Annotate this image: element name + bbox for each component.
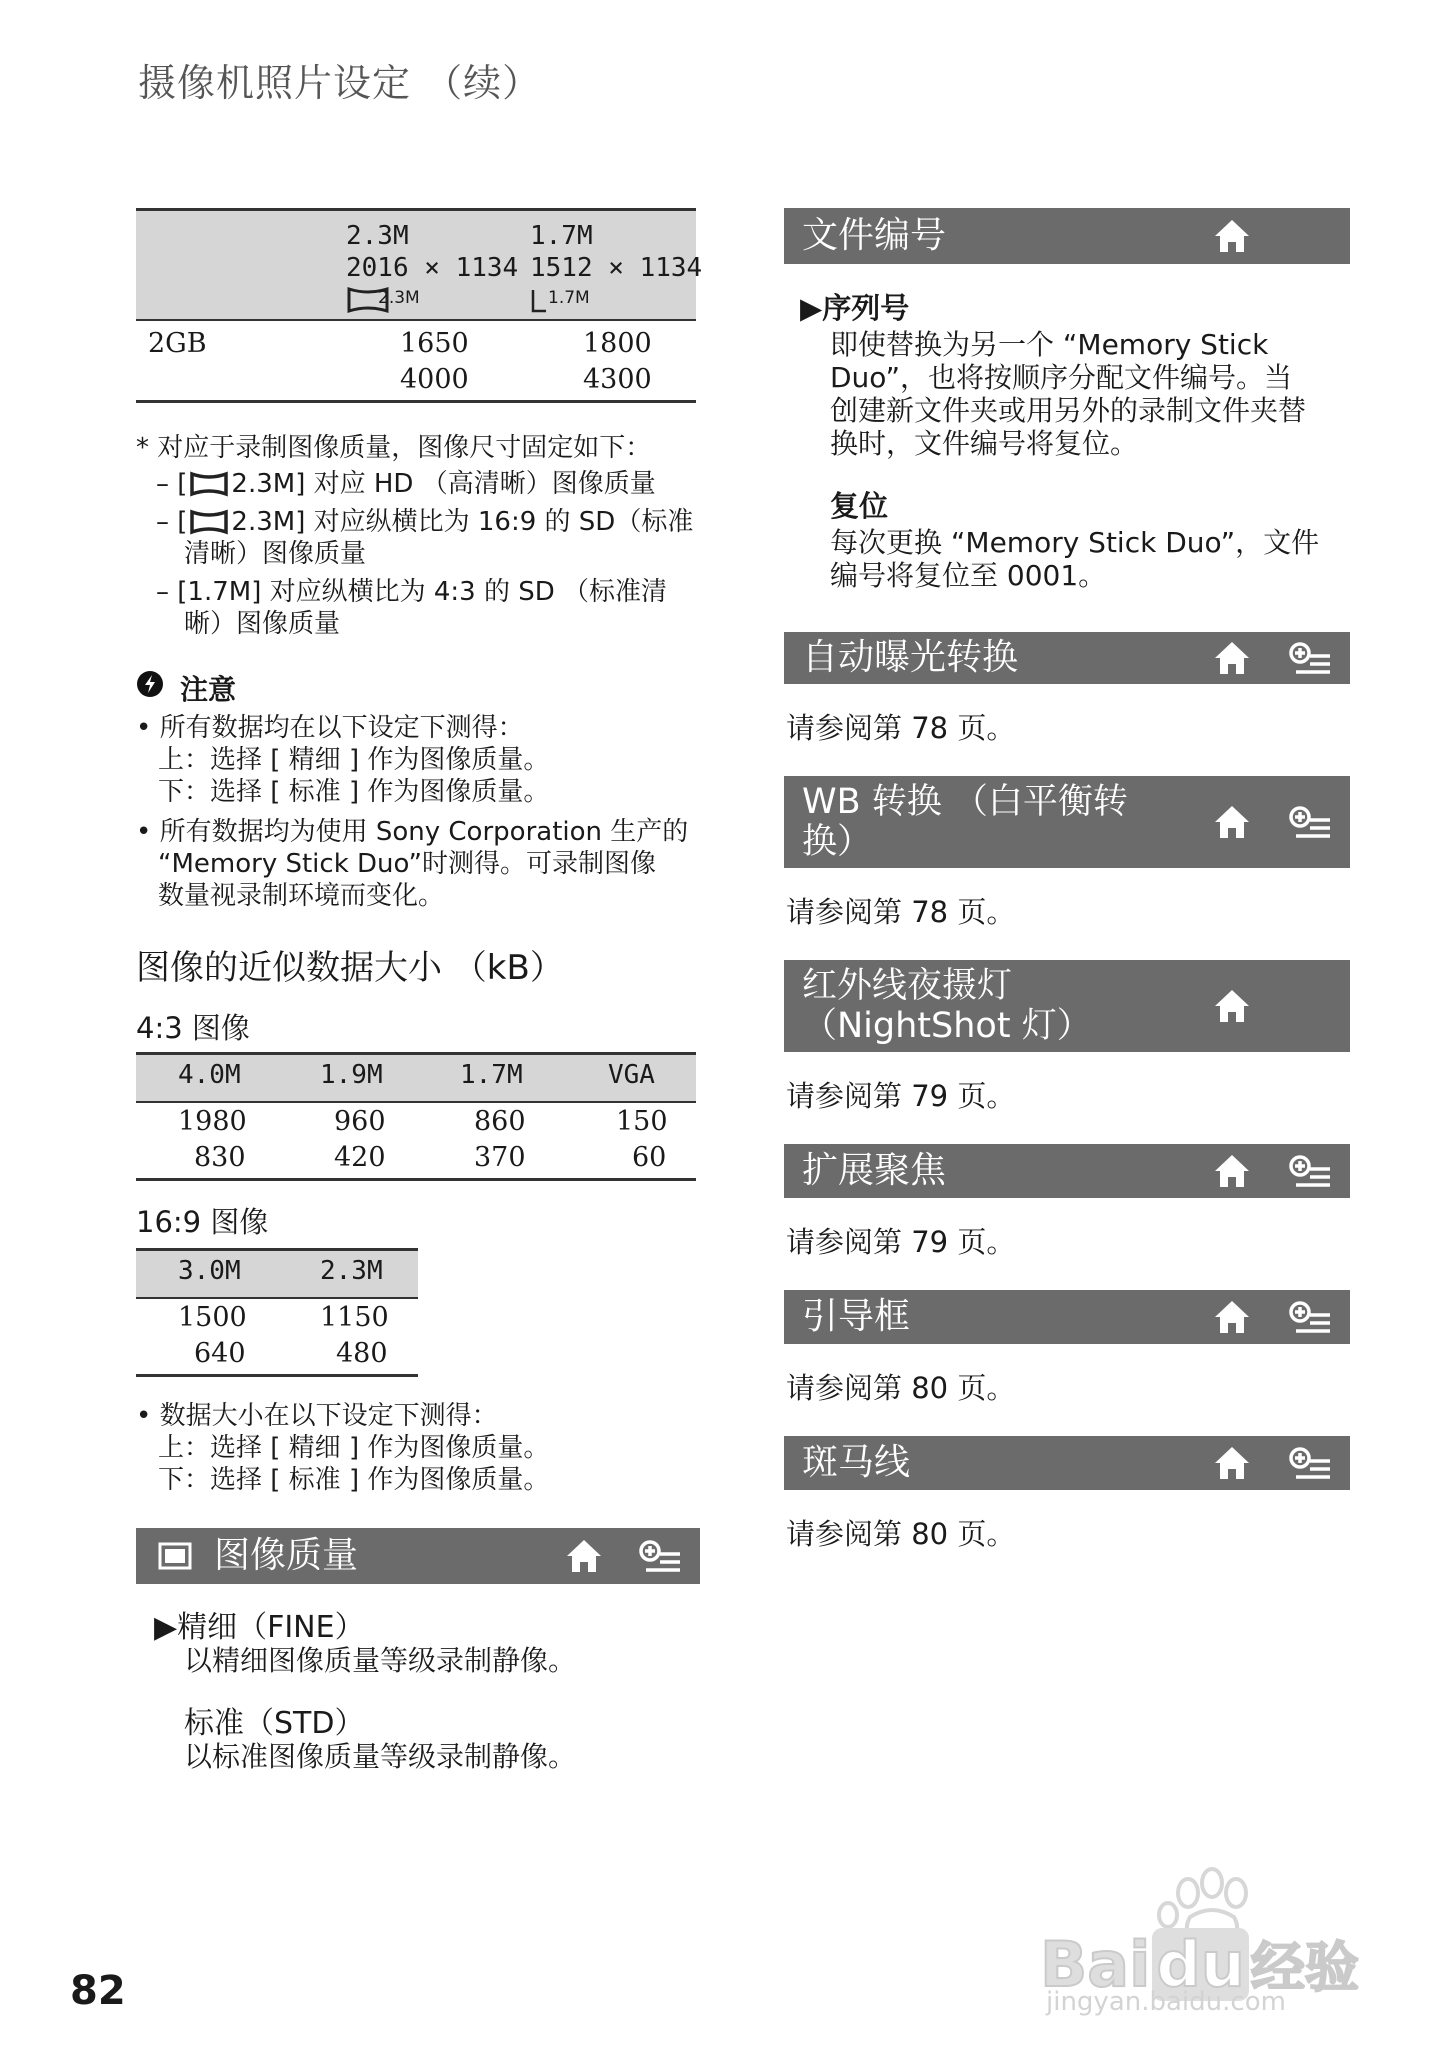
table-169-cell: 1500 xyxy=(178,1302,247,1333)
table-43-cell: 830 xyxy=(194,1142,246,1173)
section-expanded-focus xyxy=(784,1144,1350,1198)
size-note-line3: 下：选择 [ 标准 ] 作为图像质量。 xyxy=(158,1465,550,1495)
size-note-line1: • 数据大小在以下设定下测得： xyxy=(136,1401,498,1431)
section-wb-shift-ref: 请参阅第 78 页。 xyxy=(786,895,1016,929)
table-43-cell: 420 xyxy=(334,1142,386,1173)
image-quality-icon xyxy=(158,1542,192,1570)
section-guide-frame xyxy=(784,1290,1350,1344)
capacity-row-label: 2GB xyxy=(148,328,207,359)
notice-bullet-2: • 所有数据均为使用 Sony Corporation 生产的 xyxy=(136,817,689,847)
table-43-cell: 370 xyxy=(474,1142,526,1173)
file-number-series-desc-line: Duo”，也将按顺序分配文件编号。当 xyxy=(830,361,1292,394)
option-menu-icon xyxy=(1288,639,1332,677)
home-icon xyxy=(1212,803,1252,841)
caution-icon xyxy=(136,670,164,698)
notice-title: 注意 xyxy=(180,673,237,706)
footnote-item-3-cont: 晰）图像质量 xyxy=(184,609,341,639)
wide-frame-icon xyxy=(189,509,229,535)
image-quality-option-std: 标准（STD） xyxy=(184,1706,365,1741)
table-43-cell: 1980 xyxy=(178,1106,247,1137)
table-43-header: 1.7M xyxy=(460,1060,523,1090)
table-169-header: 2.3M xyxy=(320,1256,383,1286)
section-image-quality xyxy=(136,1528,700,1584)
capacity-col-2-size: 1.7M xyxy=(530,221,593,251)
section-auto-exposure-shift xyxy=(784,632,1350,684)
image-quality-option-std-desc: 以标准图像质量等级录制静像。 xyxy=(184,1740,577,1773)
section-nightshot-light-title-line2: （NightShot 灯） xyxy=(802,1006,1092,1046)
table-43-cell: 60 xyxy=(632,1142,667,1173)
page-title: 摄像机照片设定 （续） xyxy=(138,61,542,105)
section-image-quality-title: 图像质量 xyxy=(214,1535,359,1576)
capacity-col-1-header xyxy=(346,220,518,314)
notice-bullet-1-line2: 上：选择 [ 精细 ] 作为图像质量。 xyxy=(158,745,550,775)
watermark-brand-suffix: 经验 xyxy=(1250,1936,1359,1999)
notice-bullet-2-line3: 数量视录制环境而变化。 xyxy=(158,881,445,911)
table-43-cell: 960 xyxy=(334,1106,386,1137)
section-wb-shift xyxy=(784,776,1350,868)
table-43-bottom-rule xyxy=(136,1178,696,1181)
notice-bullet-2-line2: “Memory Stick Duo”时测得。可录制图像 xyxy=(158,849,656,879)
section-auto-exposure-shift-title: 自动曝光转换 xyxy=(802,637,1019,678)
section-nightshot-light-title-line1: 红外线夜摄灯 xyxy=(802,966,1013,1006)
image-quality-option-fine-desc: 以精细图像质量等级录制静像。 xyxy=(184,1644,577,1677)
section-expanded-focus-title: 扩展聚焦 xyxy=(802,1150,947,1191)
section-nightshot-light-title xyxy=(802,966,1350,1046)
section-file-number-title: 文件编号 xyxy=(802,215,947,256)
watermark-brand-part2: du xyxy=(1152,1928,1249,2001)
file-number-series-desc-line: 即使替换为另一个 “Memory Stick xyxy=(830,328,1269,361)
footnote-item-2 xyxy=(156,506,693,538)
table-169-cell: 1150 xyxy=(320,1302,389,1333)
capacity-col-1-icon-label: 2.3M xyxy=(378,288,420,308)
home-icon xyxy=(1212,217,1252,255)
section-zebra-title: 斑马线 xyxy=(802,1442,911,1483)
capacity-cell: 4300 xyxy=(583,364,652,395)
table-169-cell: 640 xyxy=(194,1338,246,1369)
file-number-option-series: ▶序列号 xyxy=(800,291,910,325)
capacity-cell: 1800 xyxy=(583,328,652,359)
section-wb-shift-title-line2: 换） xyxy=(802,822,873,862)
file-number-reset-desc-line: 编号将复位至 0001。 xyxy=(830,559,1107,592)
option-menu-icon xyxy=(1288,1298,1332,1336)
option-menu-icon xyxy=(1288,1444,1332,1482)
capacity-col-2-icon-label: 1.7M xyxy=(548,288,590,308)
table-43-header: VGA xyxy=(608,1060,655,1090)
notice-bullet-1: • 所有数据均在以下设定下测得： xyxy=(136,713,524,743)
table-43-cell: 150 xyxy=(616,1106,668,1137)
table-169-label: 16:9 图像 xyxy=(136,1205,269,1239)
option-menu-icon xyxy=(1288,1152,1332,1190)
section-expanded-focus-ref: 请参阅第 79 页。 xyxy=(786,1225,1016,1259)
footnote-item-2-cont: 清晰）图像质量 xyxy=(184,539,367,569)
section-zebra-ref: 请参阅第 80 页。 xyxy=(786,1517,1016,1551)
notice-bullet-1-line3: 下：选择 [ 标准 ] 作为图像质量。 xyxy=(158,777,550,807)
section-guide-frame-title: 引导框 xyxy=(802,1296,911,1337)
capacity-table-bottom-rule xyxy=(136,400,696,403)
table-169-header: 3.0M xyxy=(178,1256,241,1286)
footnote-item-2-text: 2.3M] 对应纵横比为 16:9 的 SD（标准 xyxy=(231,507,694,537)
footnote-item-1-text: 2.3M] 对应 HD （高清晰）图像质量 xyxy=(231,469,656,499)
capacity-cell: 4000 xyxy=(400,364,469,395)
watermark-brand-part1: Bai xyxy=(1040,1928,1151,2001)
home-icon xyxy=(1212,1152,1252,1190)
capacity-col-1-size: 2.3M xyxy=(346,221,409,251)
section-zebra xyxy=(784,1436,1350,1490)
section-file-number xyxy=(784,208,1350,264)
option-menu-icon xyxy=(638,1537,682,1575)
capacity-col-1-res: 2016 × 1134 xyxy=(346,253,519,283)
footnote-item-1 xyxy=(156,468,656,500)
watermark-url: jingyan.baidu.com xyxy=(1046,1987,1286,2017)
home-icon xyxy=(564,1537,604,1575)
wide-frame-icon xyxy=(189,471,229,497)
table-169-bottom-rule xyxy=(136,1374,418,1377)
home-icon xyxy=(1212,1444,1252,1482)
section-nightshot-light-ref: 请参阅第 79 页。 xyxy=(786,1079,1016,1113)
file-number-series-desc-line: 换时，文件编号将复位。 xyxy=(830,427,1139,460)
capacity-col-2-icon xyxy=(530,284,702,314)
table-43-label: 4:3 图像 xyxy=(136,1011,250,1045)
footnote-item-1-prefix: – [ xyxy=(156,469,188,499)
image-quality-option-fine: ▶精细（FINE） xyxy=(154,1610,365,1645)
capacity-cell: 1650 xyxy=(400,328,469,359)
section-guide-frame-ref: 请参阅第 80 页。 xyxy=(786,1371,1016,1405)
size-note-line2: 上：选择 [ 精细 ] 作为图像质量。 xyxy=(158,1433,550,1463)
section-wb-shift-title xyxy=(802,782,1350,862)
file-number-option-reset: 复位 xyxy=(830,489,889,523)
watermark-logo xyxy=(1040,1855,1380,2015)
page-number: 82 xyxy=(70,1968,126,2014)
table-43-header: 4.0M xyxy=(178,1060,241,1090)
home-icon xyxy=(1212,639,1252,677)
file-number-series-desc-line: 创建新文件夹或用另外的录制文件夹替 xyxy=(830,394,1307,427)
footnote-item-2-prefix: – [ xyxy=(156,507,188,537)
table-43-header: 1.9M xyxy=(320,1060,383,1090)
standard-frame-icon xyxy=(530,288,548,314)
home-icon xyxy=(1212,987,1252,1025)
option-menu-icon xyxy=(1288,803,1332,841)
file-number-reset-desc-line: 每次更换 “Memory Stick Duo”，文件 xyxy=(830,526,1320,559)
footnote-intro: * 对应于录制图像质量，图像尺寸固定如下： xyxy=(136,433,652,463)
approx-size-title: 图像的近似数据大小 （kB） xyxy=(136,948,564,988)
section-nightshot-light xyxy=(784,960,1350,1052)
section-wb-shift-title-line1: WB 转换 （白平衡转 xyxy=(802,782,1128,822)
table-169-cell: 480 xyxy=(336,1338,388,1369)
capacity-col-2-header xyxy=(530,220,702,314)
capacity-col-1-icon xyxy=(346,284,518,314)
section-auto-exposure-shift-ref: 请参阅第 78 页。 xyxy=(786,711,1016,745)
footnote-item-3: – [1.7M] 对应纵横比为 4:3 的 SD （标准清 xyxy=(156,577,668,607)
table-43-cell: 860 xyxy=(474,1106,526,1137)
capacity-col-2-res: 1512 × 1134 xyxy=(530,253,703,283)
home-icon xyxy=(1212,1298,1252,1336)
